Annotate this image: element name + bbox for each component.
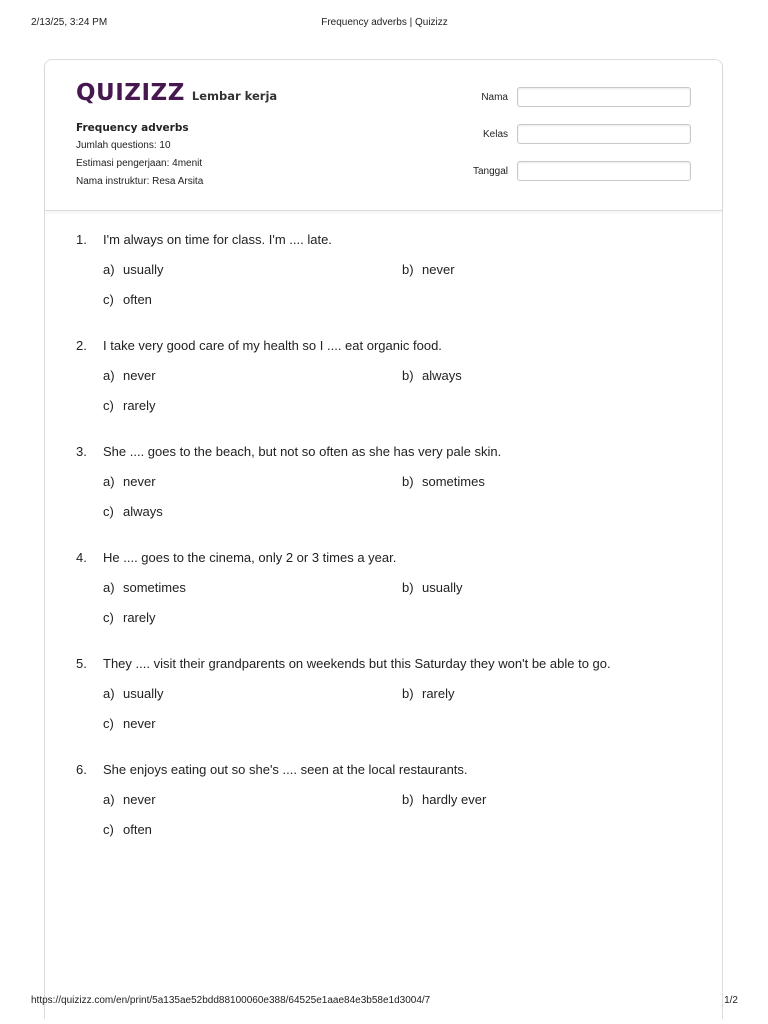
option-letter: a) <box>103 474 115 489</box>
option-item <box>402 792 692 807</box>
quizizz-logo <box>76 80 277 106</box>
option-letter: b) <box>402 580 414 595</box>
option-item <box>103 398 402 413</box>
option-letter: c) <box>103 292 114 307</box>
class-label: Kelas <box>482 128 508 140</box>
duration-estimate: Estimasi pengerjaan: 4menit <box>76 158 203 169</box>
print-url: https://quizizz.com/en/print/5a135ae52bdd88100060e388/64525e1aae84e3b58e1d3004/7 <box>31 995 431 1006</box>
option-letter: a) <box>103 262 115 277</box>
option-item <box>402 686 692 701</box>
option-item <box>103 504 402 519</box>
class-field-row <box>448 124 691 144</box>
question-number: 3. <box>76 444 87 459</box>
instructor-name: Nama instruktur: Resa Arsita <box>76 176 204 187</box>
option-letter: b) <box>402 368 414 383</box>
option-item <box>402 262 692 277</box>
option-text: usually <box>123 262 164 277</box>
option-text: rarely <box>422 686 455 701</box>
option-text: usually <box>123 686 164 701</box>
option-item <box>103 292 402 307</box>
class-input[interactable] <box>517 124 691 144</box>
logo-tagline: Lembar kerja <box>191 89 278 103</box>
option-item <box>103 792 402 807</box>
option-text: sometimes <box>422 474 485 489</box>
option-item <box>103 822 402 837</box>
option-list <box>103 368 696 413</box>
option-item <box>103 716 402 731</box>
option-text: never <box>123 792 156 807</box>
question-text: They .... visit their grandparents on weekends but this Saturday they won't be able to go. <box>103 656 611 671</box>
question-number: 5. <box>76 656 87 671</box>
option-list <box>103 474 696 519</box>
worksheet-header <box>45 60 722 211</box>
option-item <box>103 368 402 383</box>
option-list <box>103 580 696 625</box>
option-text: never <box>422 262 455 277</box>
option-letter: b) <box>402 686 414 701</box>
option-letter: b) <box>402 262 414 277</box>
question-number: 1. <box>76 232 87 247</box>
print-footer <box>31 995 738 1006</box>
option-letter: c) <box>103 504 114 519</box>
name-field-row <box>448 87 691 107</box>
option-text: always <box>123 504 163 519</box>
question-item <box>76 550 696 625</box>
option-item <box>103 262 402 277</box>
name-input[interactable] <box>517 87 691 107</box>
question-text: He .... goes to the cinema, only 2 or 3 times a year. <box>103 550 397 565</box>
worksheet-card <box>44 59 723 1019</box>
option-list <box>103 686 696 731</box>
logo-wordmark: QUIZIZZ <box>76 80 185 106</box>
quiz-meta <box>76 119 203 191</box>
option-text: rarely <box>123 610 156 625</box>
option-text: often <box>123 822 152 837</box>
question-item <box>76 444 696 519</box>
question-item <box>76 762 696 837</box>
print-header <box>31 17 738 28</box>
option-item <box>103 474 402 489</box>
option-item <box>103 610 402 625</box>
option-item <box>103 580 402 595</box>
option-item <box>402 580 692 595</box>
date-input[interactable] <box>517 161 691 181</box>
question-text: She .... goes to the beach, but not so often as she has very pale skin. <box>103 444 502 459</box>
option-list <box>103 792 696 837</box>
quiz-title: Frequency adverbs <box>76 122 189 134</box>
option-letter: c) <box>103 610 114 625</box>
option-letter: a) <box>103 368 115 383</box>
question-text: She enjoys eating out so she's .... seen at the local restaurants. <box>103 762 468 777</box>
option-letter: b) <box>402 792 414 807</box>
question-number: 2. <box>76 338 87 353</box>
option-text: always <box>422 368 462 383</box>
option-letter: c) <box>103 822 114 837</box>
question-text: I'm always on time for class. I'm .... late. <box>103 232 332 247</box>
print-datetime: 2/13/25, 3:24 PM <box>31 17 108 28</box>
option-item <box>402 474 692 489</box>
question-item <box>76 338 696 413</box>
option-text: sometimes <box>123 580 186 595</box>
option-text: never <box>123 716 156 731</box>
print-page-title: Frequency adverbs | Quizizz <box>321 17 448 28</box>
question-item <box>76 656 696 731</box>
option-text: never <box>123 474 156 489</box>
question-number: 6. <box>76 762 87 777</box>
option-letter: c) <box>103 398 114 413</box>
option-letter: a) <box>103 792 115 807</box>
option-list <box>103 262 696 307</box>
option-text: never <box>123 368 156 383</box>
option-text: often <box>123 292 152 307</box>
date-field-row <box>448 161 691 181</box>
date-label: Tanggal <box>472 165 508 177</box>
print-page-number: 1/2 <box>724 995 738 1006</box>
option-letter: b) <box>402 474 414 489</box>
option-letter: a) <box>103 580 115 595</box>
name-label: Nama <box>481 91 508 103</box>
question-text: I take very good care of my health so I .... eat organic food. <box>103 338 442 353</box>
question-number: 4. <box>76 550 87 565</box>
option-text: usually <box>422 580 463 595</box>
option-item <box>103 686 402 701</box>
option-text: hardly ever <box>422 792 487 807</box>
question-count: Jumlah questions: 10 <box>76 140 171 151</box>
option-letter: a) <box>103 686 115 701</box>
option-letter: c) <box>103 716 114 731</box>
option-item <box>402 368 692 383</box>
question-item <box>76 232 696 307</box>
option-text: rarely <box>123 398 156 413</box>
question-list <box>76 232 696 868</box>
